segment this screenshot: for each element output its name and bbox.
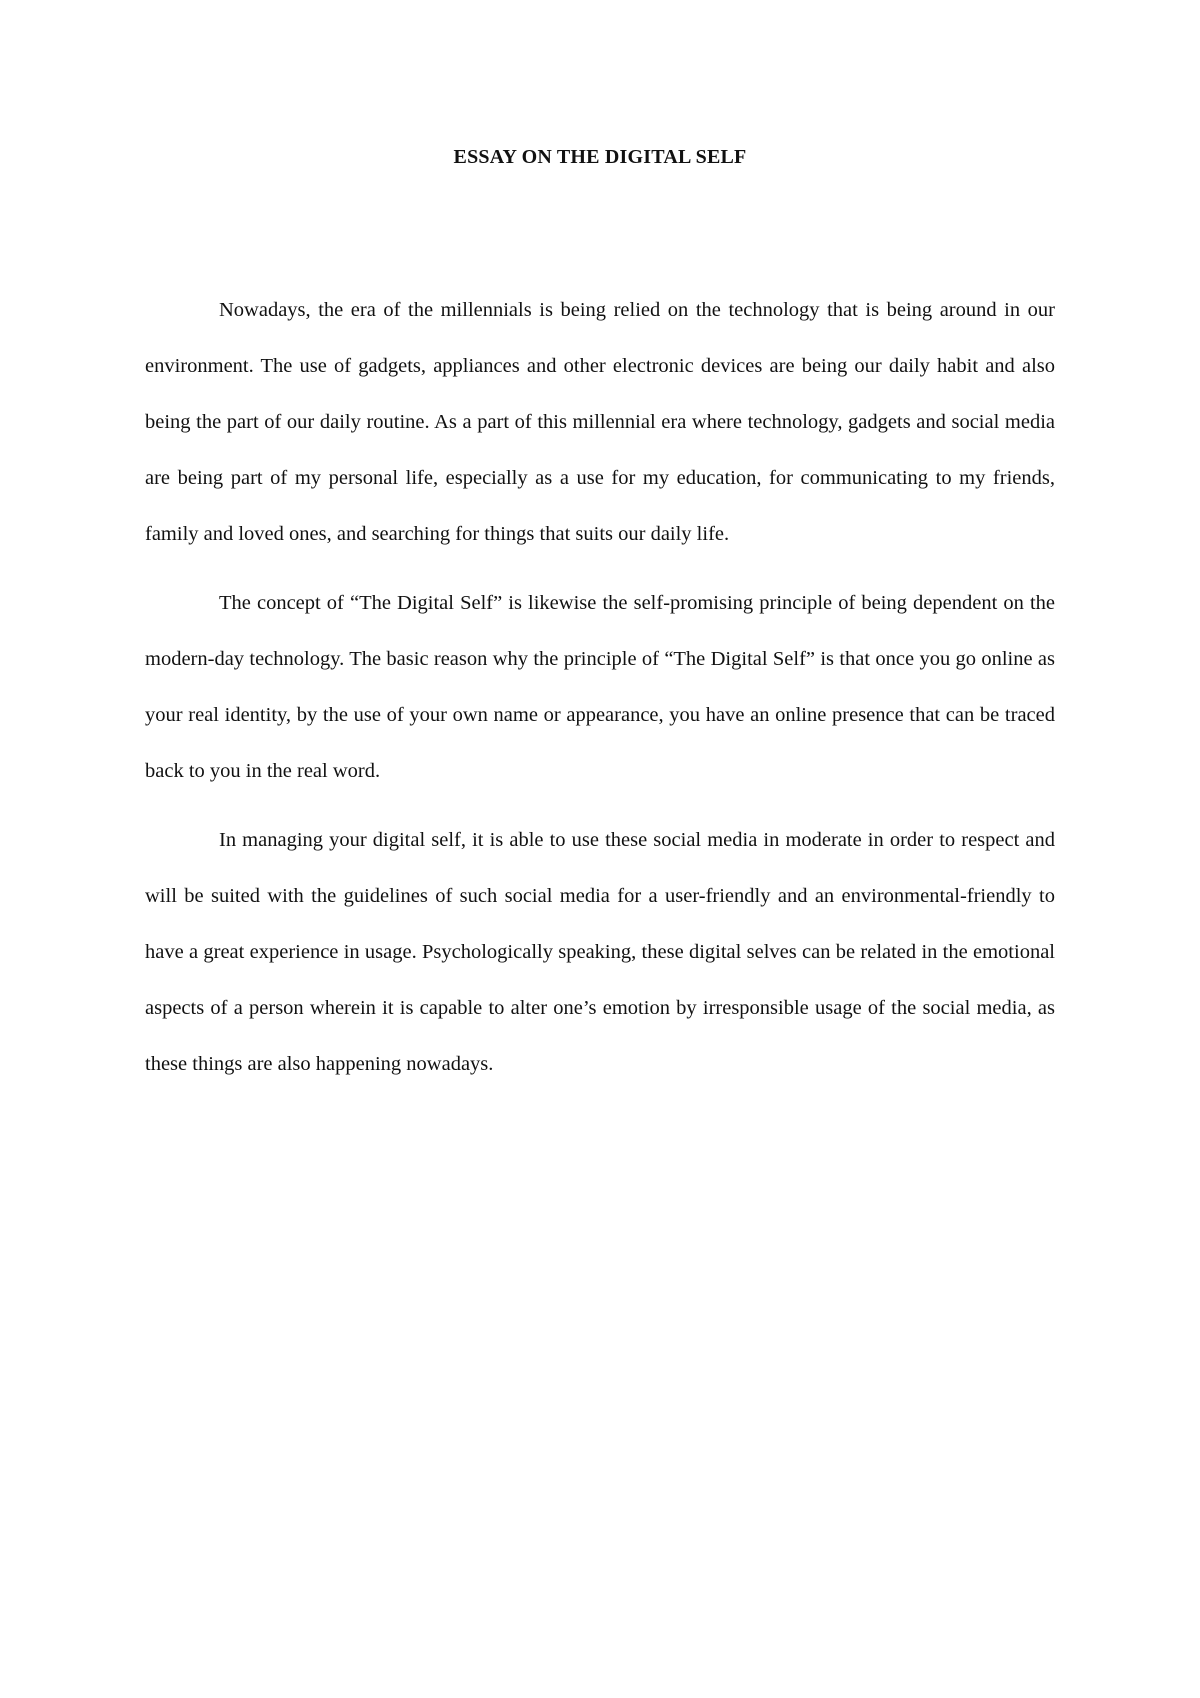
paragraph-1: Nowadays, the era of the millennials is being relied on the technology that is being around in our environment. The use of gadgets, appliances and other electronic devices are being our daily habit and also being the part of our daily routine. As a part of this millennial era where technology, gadgets and social media are being part of my personal life, especially as a use for my education, for communicating to my friends, family and loved ones, and searching for things that suits our daily life. xyxy=(145,299,1055,545)
paragraph-3: In managing your digital self, it is able to use these social media in moderate in order to respect and will be suited with the guidelines of such social media for a user-friendly and an environmental-friendly to have a great experience in usage. Psychologically speaking, these digital selves can be related in the emotional aspects of a person wherein it is capable to alter one’s emotion by irresponsible usage of the social media, as these things are also happening nowadays. xyxy=(145,829,1055,1075)
document-body xyxy=(145,282,1055,1105)
paragraph-2: The concept of “The Digital Self” is likewise the self-promising principle of being dependent on the modern-day technology. The basic reason why the principle of “The Digital Self” is that once you go online as your real identity, by the use of your own name or appearance, you have an online presence that can be traced back to you in the real word. xyxy=(145,592,1055,782)
document-title: ESSAY ON THE DIGITAL SELF xyxy=(453,146,747,168)
